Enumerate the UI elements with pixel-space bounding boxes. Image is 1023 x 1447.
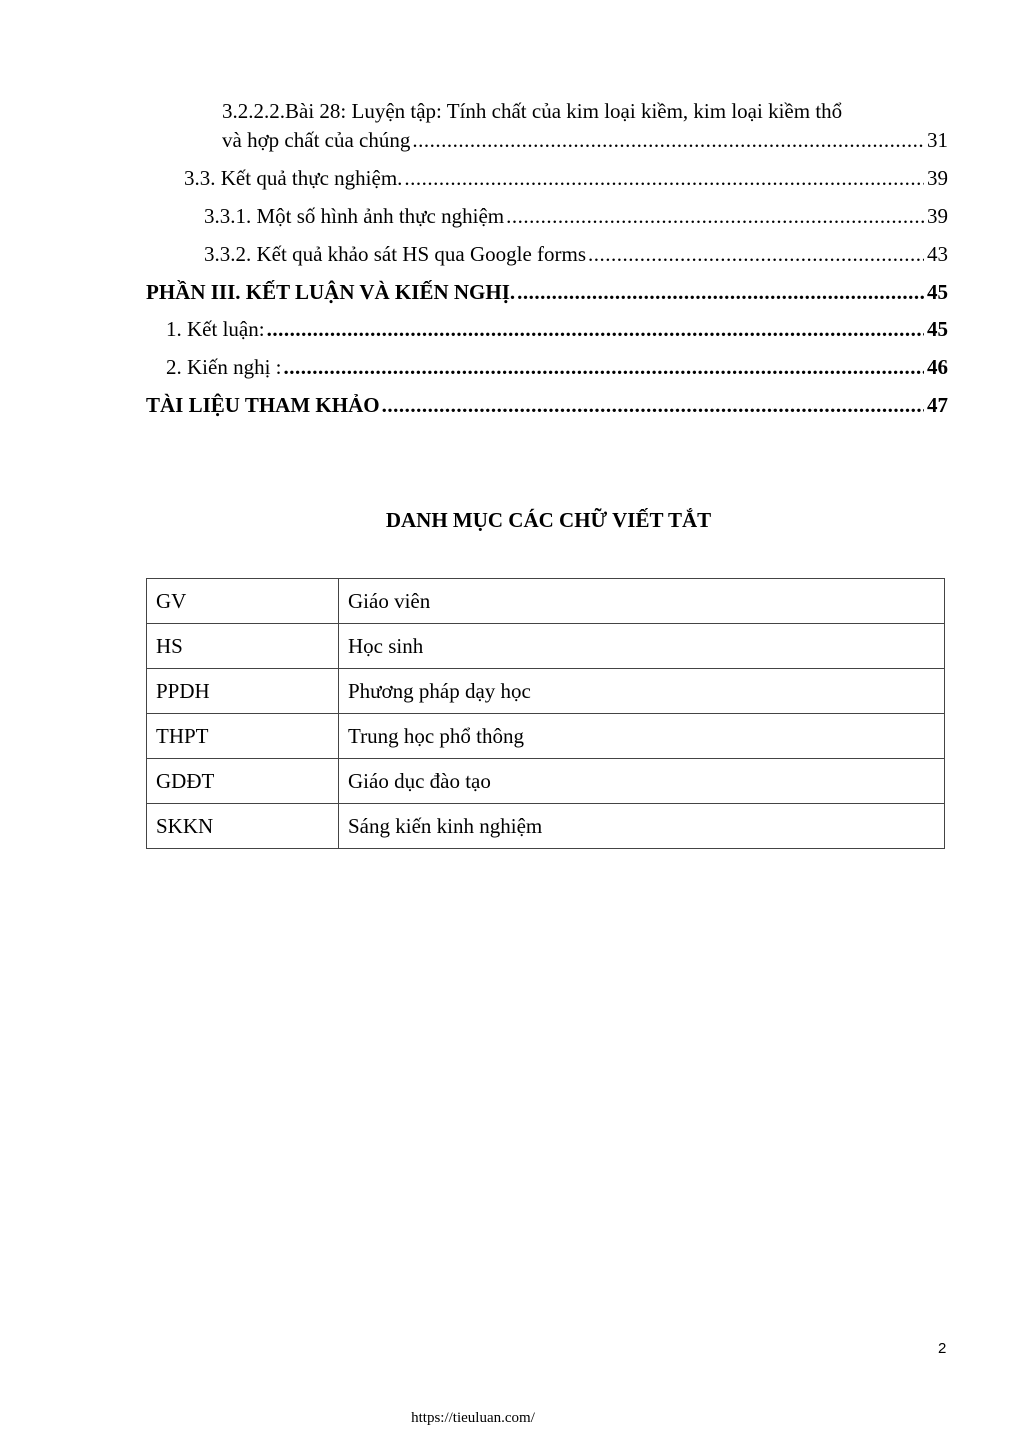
toc-entry-3222[interactable] xyxy=(222,127,948,153)
toc-entry-references[interactable] xyxy=(146,392,948,418)
table-row xyxy=(147,669,945,714)
toc-entry-conclusion[interactable] xyxy=(166,316,948,342)
table-row xyxy=(147,759,945,804)
page-number: 2 xyxy=(938,1340,947,1357)
toc-dot-leader xyxy=(404,165,924,191)
toc-entry-3222-line1: 3.2.2.2.Bài 28: Luyện tập: Tính chất của kim loại kiềm, kim loại kiềm thổ xyxy=(222,99,843,123)
abbreviation-meaning: Học sinh xyxy=(339,624,945,669)
toc-entry-332[interactable] xyxy=(204,241,948,267)
toc-page-number: 39 xyxy=(927,204,948,228)
toc-dot-leader xyxy=(517,279,924,305)
table-row xyxy=(147,804,945,849)
abbreviation-code: THPT xyxy=(147,714,339,759)
toc-entry-part3[interactable] xyxy=(146,279,948,305)
abbreviation-meaning: Giáo viên xyxy=(339,579,945,624)
abbreviation-meaning: Sáng kiến kinh nghiệm xyxy=(339,804,945,849)
toc-entry-title: 1. Kết luận: xyxy=(166,317,265,341)
abbreviation-meaning: Giáo dục đào tạo xyxy=(339,759,945,804)
abbreviation-code: PPDH xyxy=(147,669,339,714)
toc-dot-leader xyxy=(284,354,925,380)
abbreviation-meaning: Trung học phổ thông xyxy=(339,714,945,759)
abbreviation-meaning: Phương pháp dạy học xyxy=(339,669,945,714)
abbreviation-code: HS xyxy=(147,624,339,669)
footer-url-link[interactable]: https://tieuluan.com/ xyxy=(411,1410,535,1426)
toc-entry-title: và hợp chất của chúng xyxy=(222,128,411,152)
toc-entry-title: 3.3.2. Kết quả khảo sát HS qua Google forms xyxy=(204,242,587,266)
toc-dot-leader xyxy=(382,392,924,418)
toc-page-number: 45 xyxy=(927,317,948,341)
toc-page-number: 31 xyxy=(927,128,948,152)
table-row xyxy=(147,624,945,669)
toc-page-number: 39 xyxy=(927,166,948,190)
toc-page-number: 43 xyxy=(927,242,948,266)
toc-entry-recommendation[interactable] xyxy=(166,354,948,380)
abbreviation-code: GDĐT xyxy=(147,759,339,804)
toc-dot-leader xyxy=(506,203,924,229)
table-row xyxy=(147,579,945,624)
abbreviation-code: SKKN xyxy=(147,804,339,849)
toc-entry-title: TÀI LIỆU THAM KHẢO xyxy=(146,393,380,417)
abbreviations-table xyxy=(146,578,945,849)
toc-entry-title: 2. Kiến nghị : xyxy=(166,355,282,379)
toc-page-number: 47 xyxy=(927,393,948,417)
abbreviation-code: GV xyxy=(147,579,339,624)
toc-entry-title: 3.3.1. Một số hình ảnh thực nghiệm xyxy=(204,204,505,228)
toc-entry-title: PHẦN III. KẾT LUẬN VÀ KIẾN NGHỊ. xyxy=(146,280,516,304)
table-row xyxy=(147,714,945,759)
toc-dot-leader xyxy=(412,127,924,153)
toc-entry-title: 3.3. Kết quả thực nghiệm. xyxy=(184,166,403,190)
toc-entry-33[interactable] xyxy=(184,165,948,191)
abbreviations-heading: DANH MỤC CÁC CHỮ VIẾT TẮT xyxy=(385,508,712,532)
toc-page-number: 45 xyxy=(927,280,948,304)
toc-dot-leader xyxy=(588,241,924,267)
toc-entry-331[interactable] xyxy=(204,203,948,229)
toc-dot-leader xyxy=(267,316,924,342)
toc-page-number: 46 xyxy=(927,355,948,379)
